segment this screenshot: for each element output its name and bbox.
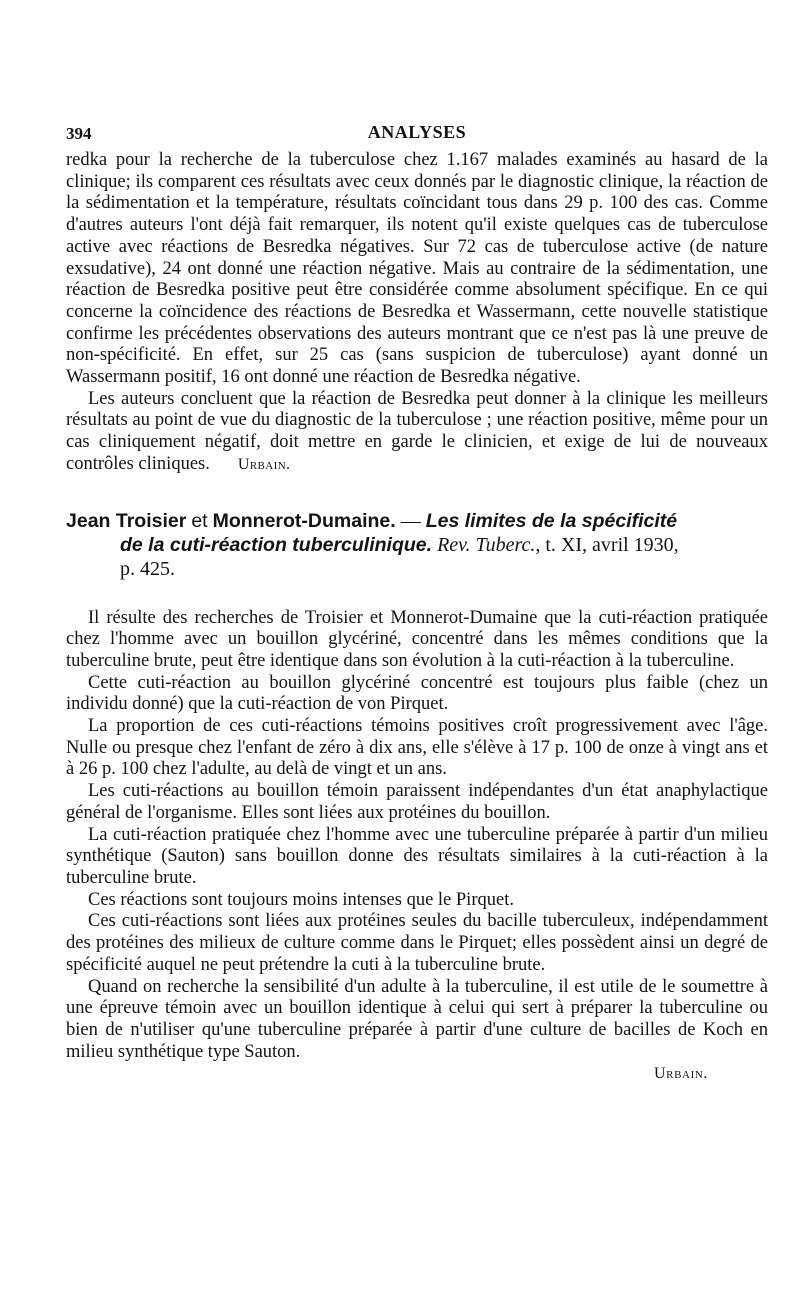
page-header [66, 118, 768, 150]
article-title: Les limites de la spécificité [425, 509, 678, 532]
signature: Urbain. [237, 455, 291, 473]
separator-dash: — [400, 509, 421, 532]
abstract-paragraph: Quand on recherche la sensibilité d'un adulte à la tuberculine, il est utile de le soumettre à une épreuve témoin avec un bouillon identique à celui qui sert à préparer la tuberculine ou bien de n'utiliser qu'une tuberculine préparée à partir d'une culture de bacilles de Koch en milieu synthétique type Sauton. [66, 976, 768, 1062]
conjunction: et [191, 509, 208, 532]
abstract-continued [66, 150, 768, 476]
page-number: 394 [66, 124, 92, 143]
abstract-paragraph: La cuti-réaction pratiquée chez l'homme avec une tuberculine préparée à partir d'un milieu synthétique (Sauton) sans bouillon donne des résultats similaires à la cuti-réaction à la tuberculine brute. [66, 824, 768, 888]
abstract-paragraph: La proportion de ces cuti-réactions témoins positives croît progressivement avec l'âge. Nulle ou presque chez l'enfant de zéro à dix ans, elle s'élève à 17 p. 100 de onze à vingt ans et à 26 p. 100 chez l'adulte, au delà de vingt et un ans. [66, 716, 768, 780]
journal-name: Rev. Tuberc. [437, 533, 536, 556]
journal-details: , t. XI, avril 1930, [535, 533, 679, 556]
abstract-paragraph: Les cuti-réactions au bouillon témoin paraissent indépendantes d'un état anaphylactique général de l'organisme. Elles sont liées aux protéines du bouillon. [66, 781, 768, 823]
abstract [66, 608, 768, 1086]
reference-continuation [66, 533, 768, 581]
author-name: Jean Troisier [66, 509, 187, 532]
abstract-paragraph: Il résulte des recherches de Troisier et Monnerot-Dumaine que la cuti-réaction pratiquée chez l'homme avec un bouillon glycériné, concentré dans les mêmes conditions que la tuberculine brute, peut être identique dans son évolution à la cuti-réaction à la tuberculine. [66, 607, 768, 671]
abstract-paragraph: Cette cuti-réaction au bouillon glycériné concentré est toujours plus faible (chez un individu donné) que la cuti-réaction de von Pirquet. [66, 672, 768, 715]
page [66, 118, 768, 1085]
bibliographic-reference [66, 509, 768, 581]
article-title-continued: de la cuti-réaction tuberculinique. [120, 533, 433, 556]
page-range: p. 425. [120, 557, 175, 580]
abstract-paragraph: Ces réactions sont toujours moins intenses que le Pirquet. [88, 889, 514, 910]
running-head: ANALYSES [367, 122, 467, 142]
abstract-paragraph [66, 389, 768, 476]
abstract-text: Les auteurs concluent que la réaction de Besredka peut donner à la clinique les meilleurs résultats au point de vue du diagnostic de la tuberculose ; une réaction positive, même pour un cas cliniquement négatif, doit mettre en garde le clinicien, et exige de lui de nouveaux contrôles cliniques. [66, 388, 768, 474]
abstract-paragraph: redka pour la recherche de la tuberculose chez 1.167 malades examinés au hasard de la clinique; ils comparent ces résultats avec ceux donnés par le diagnostic clinique, la réaction de la sédimentation et la température, résultats coïncidant tous dans 29 p. 100 des cas. Comme d'autres auteurs l'ont déjà fait remarquer, ils notent qu'il existe quelques cas de tuberculose active avec réactions de Besredka négatives. Sur 72 cas de tuberculose active (de nature exsudative), 24 ont donné une réaction négative. Mais au contraire de la sédimentation, une réaction de Besredka positive peut être considérée comme absolument spécifique. En ce qui concerne la coïncidence des réactions de Besredka et Wassermann, cette nouvelle statistique confirme les précédentes observations des auteurs montrant que ce n'est pas là une preuve de non-spécificité. En effet, sur 25 cas (sans suspicion de tuberculose) ayant donné un Wassermann positif, 16 ont donné une réaction de Besredka négative. [66, 150, 768, 388]
author-name: Monnerot-Dumaine. [212, 509, 396, 532]
signature: Urbain. [654, 1065, 708, 1083]
abstract-paragraph: Ces cuti-réactions sont liées aux protéines seules du bacille tuberculeux, indépendamment des protéines des milieux de culture comme dans le Pirquet; elles possèdent ainsi un degré de spécificité auquel ne peut prétendre la cuti à la tuberculine brute. [66, 911, 768, 975]
